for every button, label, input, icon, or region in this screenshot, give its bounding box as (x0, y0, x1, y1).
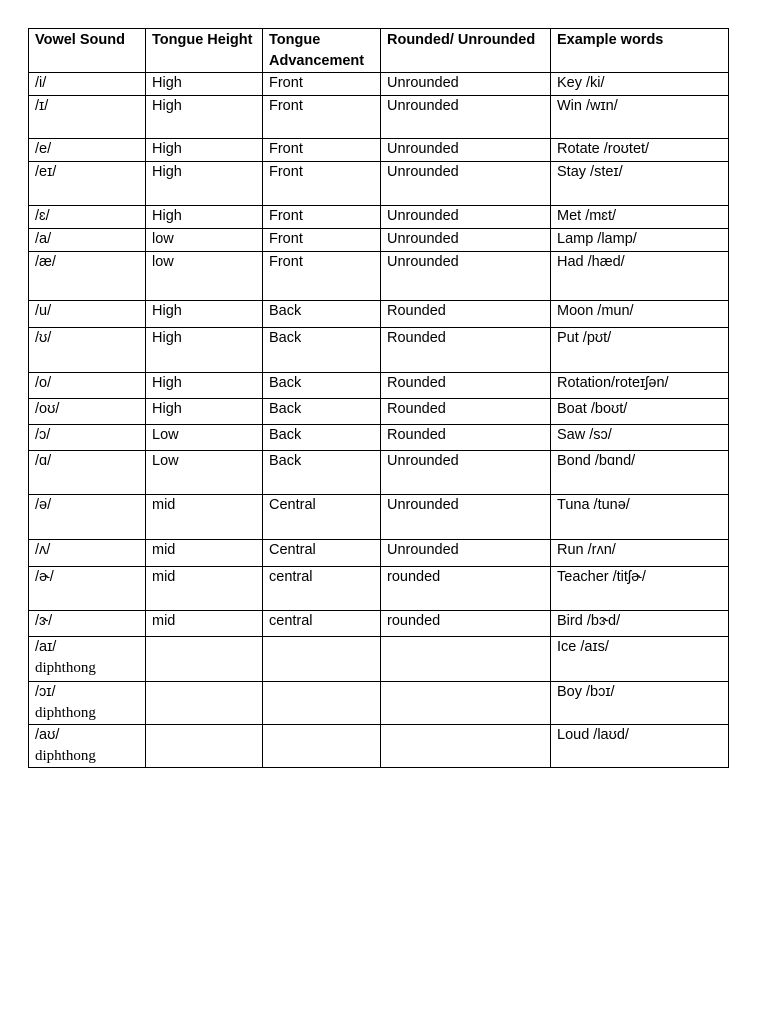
example-word-cell: Bird /bɝd/ (551, 611, 729, 637)
rounding-cell: Unrounded (381, 252, 551, 301)
rounding-cell: Unrounded (381, 206, 551, 229)
tongue-advancement-cell (263, 682, 381, 725)
example-word-cell: Ice /aɪs/ (551, 637, 729, 682)
example-word-cell: Rotation/roteɪʃən/ (551, 373, 729, 399)
tongue-advancement-cell: Back (263, 451, 381, 495)
tongue-advancement-cell: Back (263, 328, 381, 373)
table-row (29, 637, 729, 682)
vowel-sound-cell (29, 682, 146, 725)
tongue-advancement-cell: Central (263, 540, 381, 567)
tongue-advancement-cell (263, 637, 381, 682)
example-word-cell: Bond /bɑnd/ (551, 451, 729, 495)
diphthong-note: diphthong (35, 660, 96, 676)
tongue-height-cell: Low (146, 451, 263, 495)
vowel-sound-cell: /ʊ/ (29, 328, 146, 373)
vowel-sound-cell: /ɔ/ (29, 425, 146, 451)
table-row (29, 540, 729, 567)
tongue-height-cell: High (146, 373, 263, 399)
vowel-sound: /aɪ/ (35, 639, 57, 655)
rounding-cell: rounded (381, 567, 551, 611)
rounding-cell (381, 637, 551, 682)
tongue-height-cell: low (146, 252, 263, 301)
table-row (29, 373, 729, 399)
rounding-cell: Unrounded (381, 229, 551, 252)
table-row (29, 611, 729, 637)
tongue-advancement-cell: Back (263, 399, 381, 425)
table-row (29, 206, 729, 229)
rounding-cell: Unrounded (381, 451, 551, 495)
rounding-cell (381, 725, 551, 768)
tongue-advancement-cell: Back (263, 425, 381, 451)
vowel-sound-cell: /u/ (29, 301, 146, 328)
example-word-cell: Key /ki/ (551, 73, 729, 96)
vowel-sound-cell: /oʊ/ (29, 399, 146, 425)
header-rounded-unrounded: Rounded/ Unrounded (381, 29, 551, 73)
example-word-cell: Stay /steɪ/ (551, 162, 729, 206)
example-word-cell: Teacher /titʃɚ/ (551, 567, 729, 611)
example-word-cell: Had /hæd/ (551, 252, 729, 301)
tongue-height-cell: High (146, 139, 263, 162)
tongue-height-cell: Low (146, 425, 263, 451)
vowel-sound: /aʊ/ (35, 727, 60, 743)
vowel-sound-cell: /ɑ/ (29, 451, 146, 495)
tongue-advancement-cell: Front (263, 229, 381, 252)
tongue-advancement-cell: Front (263, 162, 381, 206)
rounding-cell: Unrounded (381, 96, 551, 139)
table-row (29, 96, 729, 139)
rounding-cell: Unrounded (381, 162, 551, 206)
tongue-advancement-cell: Central (263, 495, 381, 540)
rounding-cell (381, 682, 551, 725)
rounding-cell: Rounded (381, 301, 551, 328)
rounding-cell: rounded (381, 611, 551, 637)
example-word-cell: Lamp /lamp/ (551, 229, 729, 252)
rounding-cell: Unrounded (381, 139, 551, 162)
tongue-height-cell: mid (146, 495, 263, 540)
tongue-advancement-cell: Front (263, 206, 381, 229)
vowel-sound-cell: /ɛ/ (29, 206, 146, 229)
table-row (29, 252, 729, 301)
table-row (29, 567, 729, 611)
table-row (29, 451, 729, 495)
vowel-sound-cell (29, 637, 146, 682)
example-word-cell: Win /wɪn/ (551, 96, 729, 139)
tongue-advancement-cell: Back (263, 301, 381, 328)
diphthong-note: diphthong (35, 748, 96, 764)
vowel-sound-cell (29, 725, 146, 768)
rounding-cell: Rounded (381, 328, 551, 373)
rounding-cell: Unrounded (381, 540, 551, 567)
example-word-cell: Put /pʊt/ (551, 328, 729, 373)
example-word-cell: Rotate /roʊtet/ (551, 139, 729, 162)
tongue-advancement-cell: Front (263, 73, 381, 96)
vowel-sound-cell: /ʌ/ (29, 540, 146, 567)
rounding-cell: Rounded (381, 399, 551, 425)
table-row (29, 399, 729, 425)
tongue-advancement-cell: Front (263, 252, 381, 301)
header-tongue-advancement: Tongue Advancement (263, 29, 381, 73)
tongue-height-cell: mid (146, 540, 263, 567)
vowel-sound-cell: /ɪ/ (29, 96, 146, 139)
diphthong-note: diphthong (35, 705, 96, 721)
header-row (29, 29, 729, 73)
tongue-advancement-cell: central (263, 567, 381, 611)
table-row (29, 425, 729, 451)
tongue-advancement-cell: central (263, 611, 381, 637)
example-word-cell: Tuna /tunə/ (551, 495, 729, 540)
table-row (29, 162, 729, 206)
tongue-advancement-cell: Front (263, 96, 381, 139)
header-vowel-sound: Vowel Sound (29, 29, 146, 73)
example-word-cell: Loud /laʊd/ (551, 725, 729, 768)
tongue-height-cell: High (146, 206, 263, 229)
tongue-advancement-cell (263, 725, 381, 768)
example-word-cell: Boy /bɔɪ/ (551, 682, 729, 725)
vowel-sound-cell: /o/ (29, 373, 146, 399)
header-example-words: Example words (551, 29, 729, 73)
vowel-sound-cell: /ɚ/ (29, 567, 146, 611)
example-word-cell: Moon /mun/ (551, 301, 729, 328)
rounding-cell: Unrounded (381, 495, 551, 540)
table-row (29, 73, 729, 96)
vowel-sound-cell: /æ/ (29, 252, 146, 301)
table-row (29, 495, 729, 540)
rounding-cell: Unrounded (381, 73, 551, 96)
example-word-cell: Saw /sɔ/ (551, 425, 729, 451)
vowel-sound-cell: /a/ (29, 229, 146, 252)
example-word-cell: Run /rʌn/ (551, 540, 729, 567)
header-tongue-height: Tongue Height (146, 29, 263, 73)
vowel-sound-cell: /i/ (29, 73, 146, 96)
rounding-cell: Rounded (381, 425, 551, 451)
table-row (29, 682, 729, 725)
vowel-sound-cell: /ɝ/ (29, 611, 146, 637)
tongue-height-cell: mid (146, 567, 263, 611)
tongue-height-cell: High (146, 96, 263, 139)
tongue-height-cell: High (146, 301, 263, 328)
table-row (29, 229, 729, 252)
tongue-height-cell (146, 682, 263, 725)
tongue-height-cell: High (146, 73, 263, 96)
tongue-advancement-cell: Back (263, 373, 381, 399)
tongue-height-cell: low (146, 229, 263, 252)
tongue-height-cell: High (146, 328, 263, 373)
vowel-sound: /ɔɪ/ (35, 684, 56, 700)
tongue-height-cell: mid (146, 611, 263, 637)
tongue-advancement-cell: Front (263, 139, 381, 162)
table-row (29, 301, 729, 328)
vowel-sound-cell: /e/ (29, 139, 146, 162)
tongue-height-cell (146, 725, 263, 768)
vowel-sound-cell: /eɪ/ (29, 162, 146, 206)
vowel-sound-cell: /ə/ (29, 495, 146, 540)
tongue-height-cell: High (146, 162, 263, 206)
vowel-sounds-table (28, 28, 729, 768)
tongue-height-cell: High (146, 399, 263, 425)
rounding-cell: Rounded (381, 373, 551, 399)
example-word-cell: Met /mɛt/ (551, 206, 729, 229)
table-row (29, 725, 729, 768)
table-row (29, 139, 729, 162)
table-row (29, 328, 729, 373)
tongue-height-cell (146, 637, 263, 682)
example-word-cell: Boat /boʊt/ (551, 399, 729, 425)
